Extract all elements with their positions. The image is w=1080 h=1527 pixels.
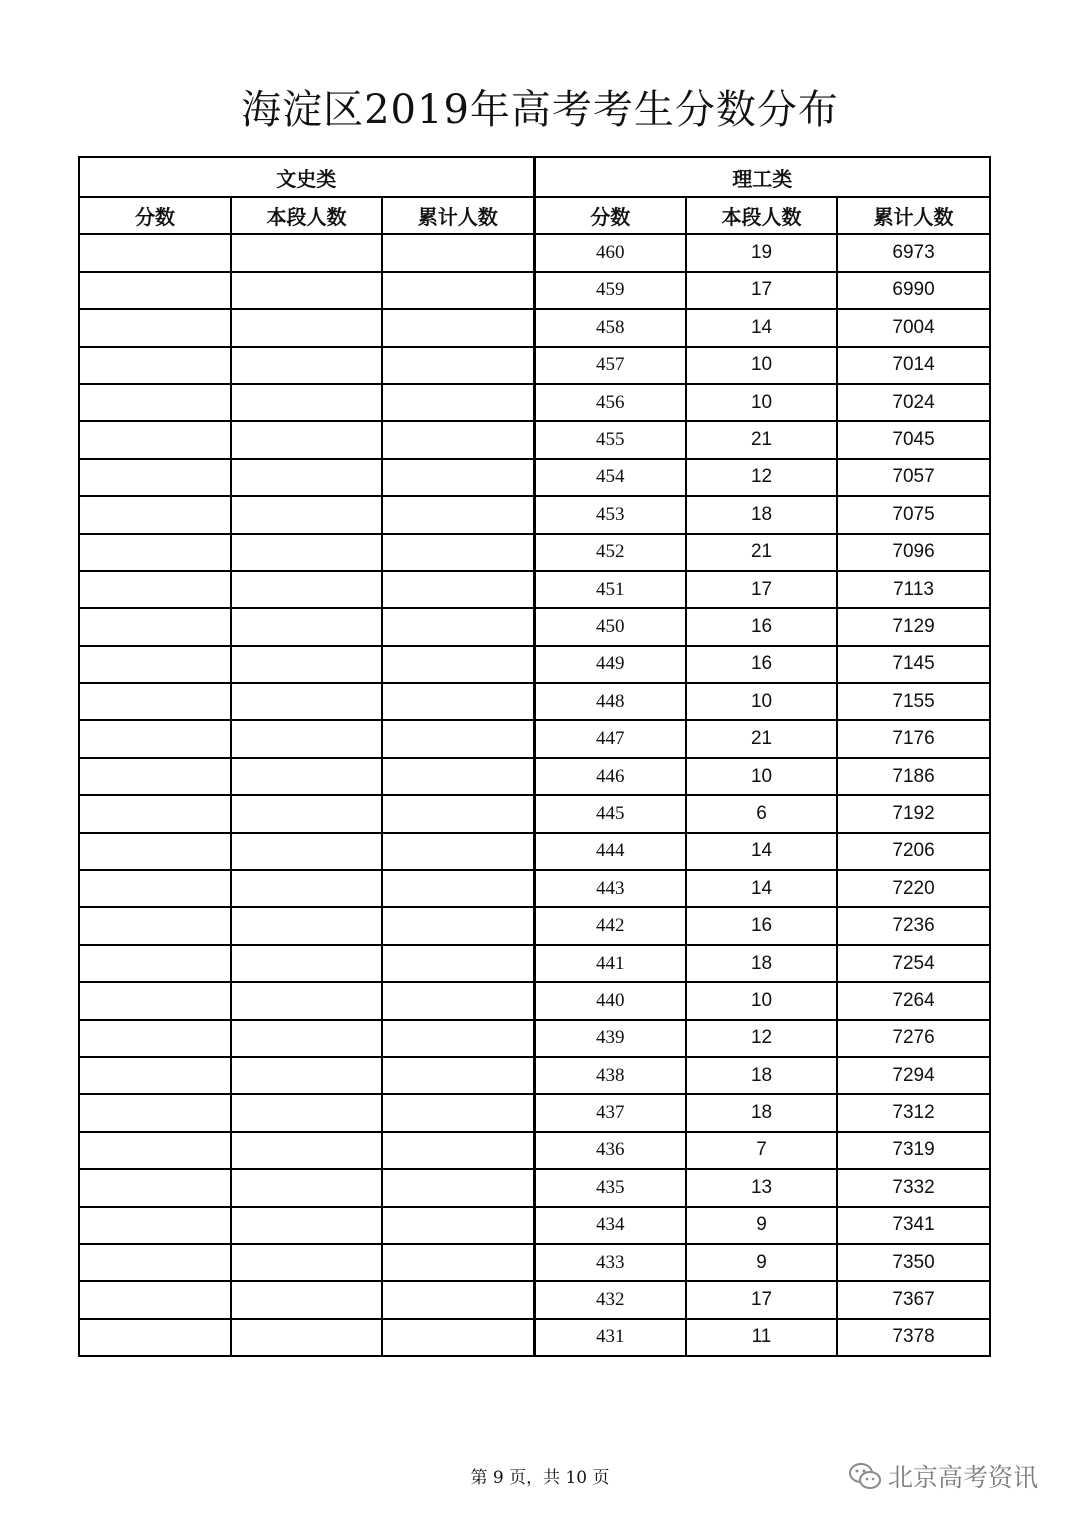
table-row [79,1057,990,1094]
science-cumulative-cell: 7096 [837,534,990,571]
science-segment-cell: 14 [686,870,837,907]
liberal-cumulative-cell [382,1169,534,1206]
science-score-cell: 431 [534,1319,686,1356]
liberal-score-header: 分数 [79,197,231,234]
science-score-cell: 457 [534,347,686,384]
science-cumulative-header: 累计人数 [837,197,990,234]
liberal-segment-cell [231,1281,382,1318]
science-score-cell: 446 [534,758,686,795]
science-score-cell: 444 [534,833,686,870]
science-segment-cell: 14 [686,309,837,346]
group-header-row [79,157,990,197]
science-cumulative-cell: 7045 [837,421,990,458]
table-row [79,534,990,571]
group-header-liberal-arts: 文史类 [79,157,534,197]
wechat-icon [848,1461,882,1491]
table-body [79,234,990,1356]
science-segment-cell: 19 [686,234,837,271]
science-score-cell: 450 [534,608,686,645]
table-row [79,272,990,309]
liberal-cumulative-cell [382,608,534,645]
liberal-cumulative-cell [382,571,534,608]
table-row [79,907,990,944]
table-row [79,1094,990,1131]
liberal-segment-cell [231,1020,382,1057]
liberal-segment-cell [231,1094,382,1131]
liberal-score-cell [79,795,231,832]
science-score-cell: 433 [534,1244,686,1281]
liberal-segment-cell [231,459,382,496]
liberal-score-cell [79,459,231,496]
science-cumulative-cell: 7192 [837,795,990,832]
liberal-segment-cell [231,833,382,870]
liberal-segment-cell [231,384,382,421]
table-row [79,982,990,1019]
liberal-score-cell [79,1094,231,1131]
liberal-cumulative-cell [382,272,534,309]
science-score-cell: 453 [534,496,686,533]
liberal-score-cell [79,496,231,533]
science-cumulative-cell: 7057 [837,459,990,496]
science-score-cell: 442 [534,907,686,944]
science-score-cell: 459 [534,272,686,309]
science-score-cell: 437 [534,1094,686,1131]
science-segment-cell: 12 [686,459,837,496]
liberal-score-cell [79,608,231,645]
science-cumulative-cell: 7024 [837,384,990,421]
liberal-cumulative-cell [382,982,534,1019]
science-cumulative-cell: 7236 [837,907,990,944]
science-cumulative-cell: 7113 [837,571,990,608]
liberal-cumulative-cell [382,309,534,346]
science-cumulative-cell: 7186 [837,758,990,795]
table-row [79,309,990,346]
science-score-cell: 447 [534,720,686,757]
table-row [79,459,990,496]
liberal-score-cell [79,309,231,346]
science-segment-cell: 21 [686,421,837,458]
liberal-score-cell [79,758,231,795]
science-segment-cell: 16 [686,907,837,944]
science-segment-header: 本段人数 [686,197,837,234]
science-cumulative-cell: 6990 [837,272,990,309]
liberal-segment-cell [231,1057,382,1094]
liberal-score-cell [79,720,231,757]
science-score-cell: 439 [534,1020,686,1057]
table-row [79,608,990,645]
table-row [79,1244,990,1281]
watermark [848,1458,1038,1494]
table-row [79,720,990,757]
science-segment-cell: 12 [686,1020,837,1057]
science-segment-cell: 16 [686,608,837,645]
science-segment-cell: 18 [686,1057,837,1094]
liberal-cumulative-cell [382,1207,534,1244]
table-row [79,1169,990,1206]
science-score-cell: 448 [534,683,686,720]
liberal-score-cell [79,982,231,1019]
science-segment-cell: 9 [686,1207,837,1244]
liberal-segment-cell [231,571,382,608]
science-score-cell: 435 [534,1169,686,1206]
science-cumulative-cell: 7276 [837,1020,990,1057]
science-cumulative-cell: 7206 [837,833,990,870]
liberal-segment-cell [231,1169,382,1206]
liberal-score-cell [79,234,231,271]
liberal-cumulative-cell [382,720,534,757]
science-score-cell: 432 [534,1281,686,1318]
liberal-segment-cell [231,683,382,720]
liberal-segment-cell [231,347,382,384]
science-cumulative-cell: 7294 [837,1057,990,1094]
liberal-segment-header: 本段人数 [231,197,382,234]
page-footer: 第 9 页，共 10 页 [470,1468,610,1488]
liberal-score-cell [79,1244,231,1281]
page-title: 海淀区2019年高考考生分数分布 [241,87,839,133]
science-cumulative-cell: 7129 [837,608,990,645]
science-score-cell: 445 [534,795,686,832]
liberal-cumulative-cell [382,1244,534,1281]
liberal-segment-cell [231,309,382,346]
science-score-cell: 449 [534,646,686,683]
science-segment-cell: 21 [686,534,837,571]
table-row [79,683,990,720]
science-segment-cell: 17 [686,1281,837,1318]
science-cumulative-cell: 7332 [837,1169,990,1206]
science-cumulative-cell: 7264 [837,982,990,1019]
table-row [79,1281,990,1318]
science-score-cell: 451 [534,571,686,608]
liberal-score-cell [79,272,231,309]
liberal-segment-cell [231,795,382,832]
science-segment-cell: 11 [686,1319,837,1356]
science-cumulative-cell: 7312 [837,1094,990,1131]
science-score-cell: 436 [534,1132,686,1169]
science-segment-cell: 9 [686,1244,837,1281]
liberal-cumulative-cell [382,945,534,982]
liberal-cumulative-cell [382,870,534,907]
table-row [79,945,990,982]
table-row [79,1319,990,1356]
liberal-score-cell [79,421,231,458]
science-segment-cell: 17 [686,571,837,608]
liberal-score-cell [79,1057,231,1094]
science-cumulative-cell: 6973 [837,234,990,271]
liberal-segment-cell [231,421,382,458]
liberal-segment-cell [231,945,382,982]
science-cumulative-cell: 7367 [837,1281,990,1318]
liberal-score-cell [79,347,231,384]
column-header-row [79,197,990,234]
liberal-cumulative-cell [382,534,534,571]
liberal-cumulative-cell [382,646,534,683]
science-cumulative-cell: 7319 [837,1132,990,1169]
liberal-cumulative-cell [382,1094,534,1131]
table-row [79,347,990,384]
liberal-segment-cell [231,1132,382,1169]
liberal-score-cell [79,384,231,421]
liberal-segment-cell [231,758,382,795]
science-score-cell: 438 [534,1057,686,1094]
liberal-segment-cell [231,870,382,907]
science-score-cell: 456 [534,384,686,421]
science-segment-cell: 10 [686,758,837,795]
science-cumulative-cell: 7220 [837,870,990,907]
science-segment-cell: 18 [686,496,837,533]
table-row [79,1207,990,1244]
science-cumulative-cell: 7155 [837,683,990,720]
liberal-score-cell [79,1319,231,1356]
liberal-score-cell [79,1207,231,1244]
liberal-score-cell [79,945,231,982]
liberal-segment-cell [231,646,382,683]
liberal-cumulative-cell [382,795,534,832]
science-score-cell: 454 [534,459,686,496]
liberal-score-cell [79,683,231,720]
liberal-score-cell [79,534,231,571]
liberal-cumulative-cell [382,496,534,533]
table-row [79,1020,990,1057]
science-segment-cell: 18 [686,945,837,982]
liberal-cumulative-cell [382,1057,534,1094]
table-row [79,833,990,870]
liberal-segment-cell [231,534,382,571]
liberal-cumulative-cell [382,833,534,870]
liberal-segment-cell [231,982,382,1019]
table-row [79,496,990,533]
liberal-cumulative-header: 累计人数 [382,197,534,234]
table-row [79,646,990,683]
science-cumulative-cell: 7145 [837,646,990,683]
liberal-cumulative-cell [382,1020,534,1057]
liberal-score-cell [79,646,231,683]
liberal-cumulative-cell [382,421,534,458]
science-segment-cell: 10 [686,384,837,421]
science-cumulative-cell: 7350 [837,1244,990,1281]
table-row [79,234,990,271]
science-cumulative-cell: 7341 [837,1207,990,1244]
liberal-segment-cell [231,496,382,533]
table-row [79,571,990,608]
science-segment-cell: 6 [686,795,837,832]
science-cumulative-cell: 7378 [837,1319,990,1356]
science-cumulative-cell: 7176 [837,720,990,757]
science-score-cell: 441 [534,945,686,982]
science-segment-cell: 10 [686,347,837,384]
liberal-cumulative-cell [382,1281,534,1318]
science-score-cell: 458 [534,309,686,346]
liberal-cumulative-cell [382,347,534,384]
science-segment-cell: 17 [686,272,837,309]
liberal-score-cell [79,1169,231,1206]
liberal-segment-cell [231,272,382,309]
liberal-score-cell [79,870,231,907]
table-row [79,384,990,421]
science-score-header: 分数 [534,197,686,234]
liberal-segment-cell [231,1207,382,1244]
liberal-cumulative-cell [382,1319,534,1356]
science-cumulative-cell: 7014 [837,347,990,384]
science-cumulative-cell: 7004 [837,309,990,346]
table-row [79,795,990,832]
science-score-cell: 455 [534,421,686,458]
science-segment-cell: 16 [686,646,837,683]
liberal-cumulative-cell [382,459,534,496]
liberal-score-cell [79,833,231,870]
table-row [79,870,990,907]
watermark-text: 北京高考资讯 [888,1463,1039,1492]
score-distribution-table [78,156,991,1357]
liberal-segment-cell [231,1244,382,1281]
science-segment-cell: 13 [686,1169,837,1206]
liberal-segment-cell [231,720,382,757]
liberal-segment-cell [231,1319,382,1356]
science-segment-cell: 7 [686,1132,837,1169]
liberal-cumulative-cell [382,683,534,720]
liberal-cumulative-cell [382,907,534,944]
liberal-cumulative-cell [382,1132,534,1169]
science-segment-cell: 10 [686,982,837,1019]
science-score-cell: 460 [534,234,686,271]
liberal-cumulative-cell [382,384,534,421]
liberal-score-cell [79,571,231,608]
table-row [79,421,990,458]
liberal-score-cell [79,1132,231,1169]
science-segment-cell: 18 [686,1094,837,1131]
science-score-cell: 434 [534,1207,686,1244]
liberal-score-cell [79,1281,231,1318]
science-score-cell: 452 [534,534,686,571]
science-cumulative-cell: 7254 [837,945,990,982]
liberal-segment-cell [231,907,382,944]
liberal-score-cell [79,1020,231,1057]
liberal-score-cell [79,907,231,944]
science-score-cell: 443 [534,870,686,907]
liberal-segment-cell [231,234,382,271]
liberal-cumulative-cell [382,234,534,271]
group-header-science: 理工类 [534,157,990,197]
table-row [79,1132,990,1169]
science-segment-cell: 14 [686,833,837,870]
table-row [79,758,990,795]
liberal-cumulative-cell [382,758,534,795]
science-cumulative-cell: 7075 [837,496,990,533]
science-score-cell: 440 [534,982,686,1019]
liberal-segment-cell [231,608,382,645]
science-segment-cell: 10 [686,683,837,720]
science-segment-cell: 21 [686,720,837,757]
